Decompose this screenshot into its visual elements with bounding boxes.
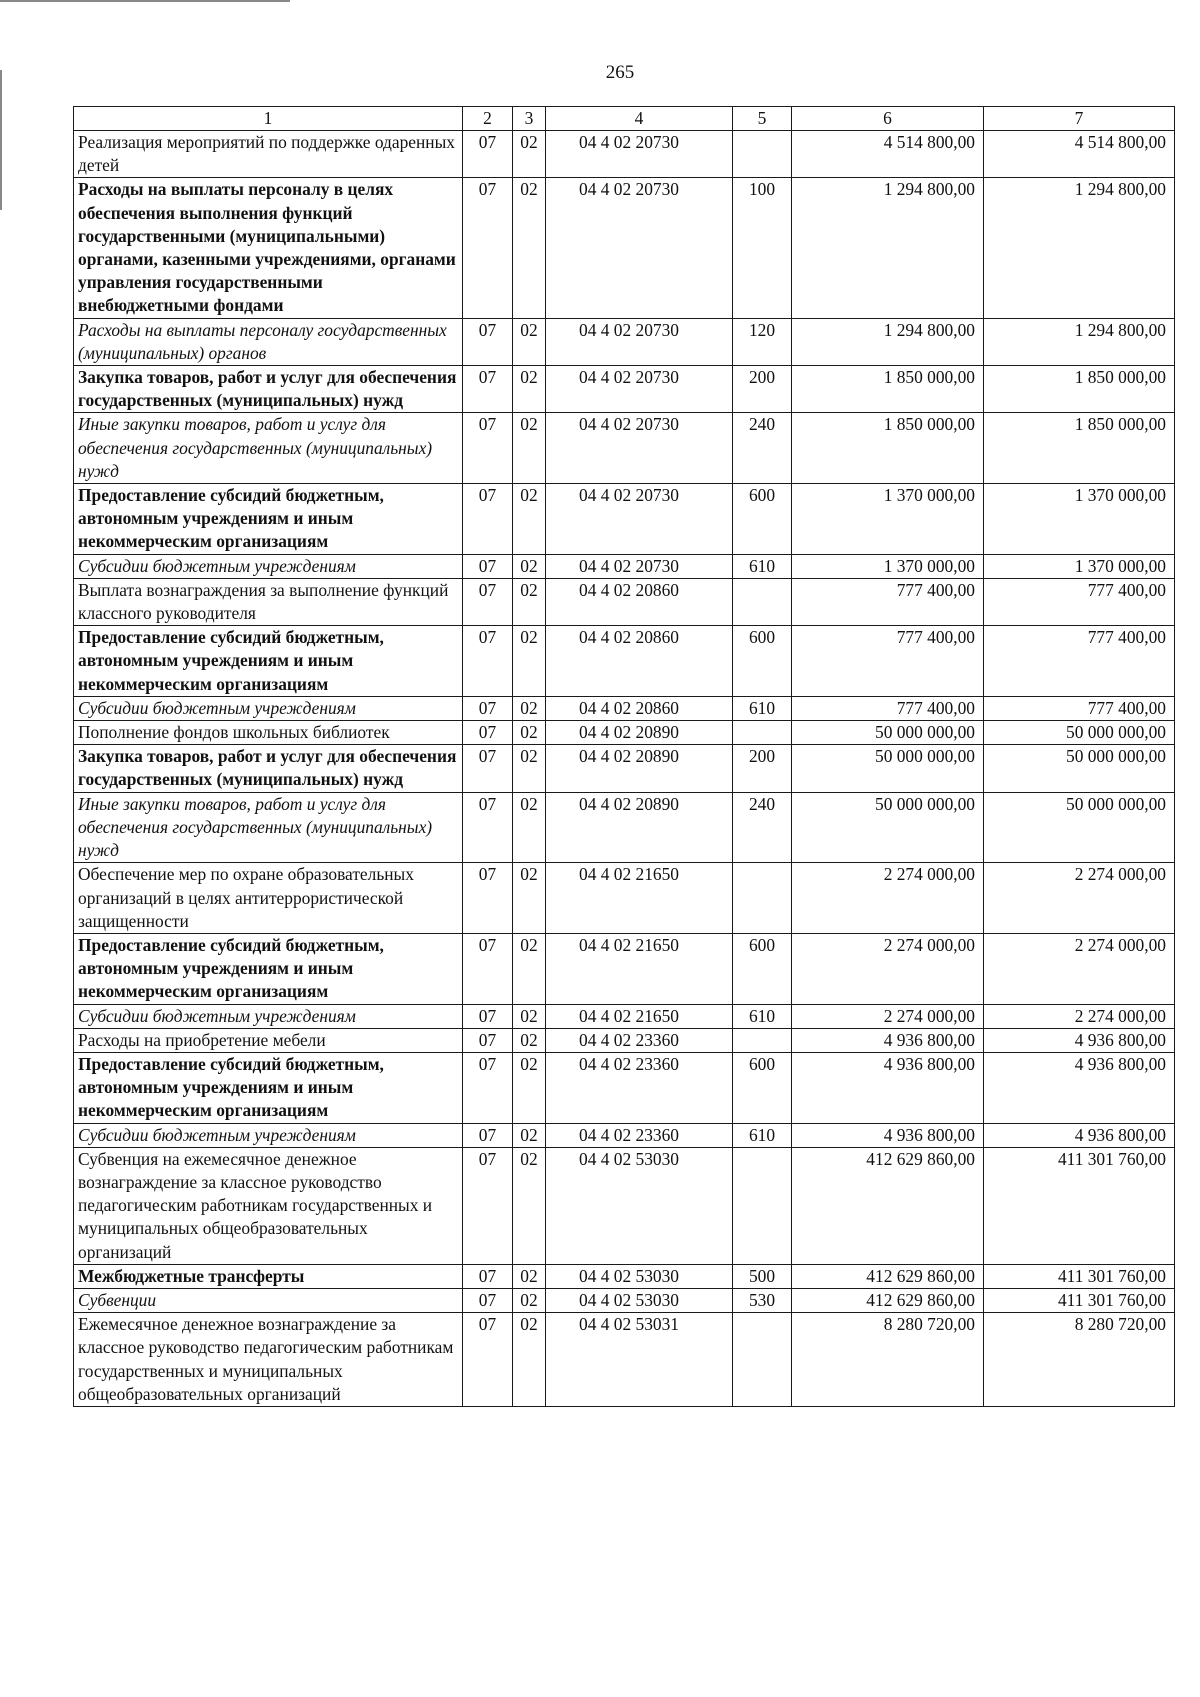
table-row [74,1147,1175,1264]
page-number: 265 [605,62,635,83]
amount-column-7: 1 294 800,00 [984,318,1175,365]
target-article-code: 04 4 02 53030 [546,1288,733,1312]
amount-column-7: 2 274 000,00 [984,933,1175,1004]
target-article-code: 04 4 02 20730 [546,366,733,413]
expense-name: Закупка товаров, работ и услуг для обеспечения государственных (муниципальных) нужд [74,366,463,413]
amount-column-6: 2 274 000,00 [792,863,984,934]
target-article-code: 04 4 02 53030 [546,1264,733,1288]
amount-column-6: 50 000 000,00 [792,745,984,792]
table-row [74,1264,1175,1288]
amount-column-7: 4 936 800,00 [984,1052,1175,1123]
target-article-code: 04 4 02 20730 [546,554,733,578]
target-article-code: 04 4 02 20860 [546,626,733,697]
section-code: 07 [463,178,513,318]
expense-type-code: 600 [733,933,792,1004]
target-article-code: 04 4 02 20860 [546,696,733,720]
subsection-code: 02 [513,626,546,697]
amount-column-6: 2 274 000,00 [792,933,984,1004]
section-code: 07 [463,1313,513,1407]
target-article-code: 04 4 02 20730 [546,318,733,365]
table-row [74,484,1175,555]
expense-type-code [733,1147,792,1264]
expense-name: Субсидии бюджетным учреждениям [74,1123,463,1147]
column-header: 3 [513,107,546,131]
table-row [74,178,1175,318]
amount-column-7: 50 000 000,00 [984,721,1175,745]
target-article-code: 04 4 02 23360 [546,1028,733,1052]
amount-column-6: 4 936 800,00 [792,1052,984,1123]
section-code: 07 [463,1028,513,1052]
amount-column-7: 777 400,00 [984,626,1175,697]
amount-column-7: 777 400,00 [984,578,1175,625]
amount-column-7: 1 370 000,00 [984,484,1175,555]
section-code: 07 [463,1123,513,1147]
expense-name: Выплата вознаграждения за выполнение функций классного руководителя [74,578,463,625]
table-row [74,626,1175,697]
subsection-code: 02 [513,1313,546,1407]
amount-column-6: 8 280 720,00 [792,1313,984,1407]
subsection-code: 02 [513,1028,546,1052]
amount-column-6: 1 370 000,00 [792,484,984,555]
section-code: 07 [463,1288,513,1312]
subsection-code: 02 [513,578,546,625]
section-code: 07 [463,696,513,720]
target-article-code: 04 4 02 20890 [546,721,733,745]
amount-column-7: 411 301 760,00 [984,1288,1175,1312]
amount-column-7: 50 000 000,00 [984,745,1175,792]
amount-column-7: 2 274 000,00 [984,863,1175,934]
expense-name: Межбюджетные трансферты [74,1264,463,1288]
subsection-code: 02 [513,484,546,555]
column-header: 4 [546,107,733,131]
expense-name: Расходы на выплаты персоналу в целях обеспечения выполнения функций государственными (муниципальными) органами, казенными учреждениями, органами управления государственными внебюджетными фондами [74,178,463,318]
subsection-code: 02 [513,933,546,1004]
target-article-code: 04 4 02 20730 [546,131,733,178]
expense-type-code: 240 [733,413,792,484]
section-code: 07 [463,1264,513,1288]
section-code: 07 [463,626,513,697]
expense-type-code: 240 [733,792,792,863]
column-header: 2 [463,107,513,131]
scan-edge-mark [0,70,2,210]
amount-column-6: 50 000 000,00 [792,792,984,863]
section-code: 07 [463,554,513,578]
subsection-code: 02 [513,178,546,318]
subsection-code: 02 [513,721,546,745]
amount-column-6: 777 400,00 [792,626,984,697]
column-header: 5 [733,107,792,131]
expense-type-code: 610 [733,554,792,578]
section-code: 07 [463,131,513,178]
amount-column-6: 777 400,00 [792,696,984,720]
scan-edge-mark [0,0,290,2]
subsection-code: 02 [513,1264,546,1288]
column-header: 6 [792,107,984,131]
table-row [74,366,1175,413]
amount-column-6: 777 400,00 [792,578,984,625]
section-code: 07 [463,1147,513,1264]
table-row [74,318,1175,365]
target-article-code: 04 4 02 53031 [546,1313,733,1407]
subsection-code: 02 [513,366,546,413]
table-row [74,554,1175,578]
target-article-code: 04 4 02 23360 [546,1052,733,1123]
expense-name: Предоставление субсидий бюджетным, автономным учреждениям и иным некоммерческим организациям [74,626,463,697]
expense-name: Предоставление субсидий бюджетным, автономным учреждениям и иным некоммерческим организациям [74,933,463,1004]
expense-type-code [733,578,792,625]
expense-name: Иные закупки товаров, работ и услуг для обеспечения государственных (муниципальных) нужд [74,413,463,484]
section-code: 07 [463,1004,513,1028]
amount-column-7: 1 850 000,00 [984,413,1175,484]
expense-name: Расходы на выплаты персоналу государственных (муниципальных) органов [74,318,463,365]
table-row [74,413,1175,484]
target-article-code: 04 4 02 20860 [546,578,733,625]
amount-column-6: 4 936 800,00 [792,1028,984,1052]
expense-type-code [733,1313,792,1407]
subsection-code: 02 [513,1123,546,1147]
expense-name: Реализация мероприятий по поддержке одаренных детей [74,131,463,178]
table-row [74,1052,1175,1123]
expense-name: Иные закупки товаров, работ и услуг для обеспечения государственных (муниципальных) нужд [74,792,463,863]
section-code: 07 [463,413,513,484]
expense-type-code: 500 [733,1264,792,1288]
subsection-code: 02 [513,413,546,484]
subsection-code: 02 [513,554,546,578]
expense-name: Обеспечение мер по охране образовательных организаций в целях антитеррористической защищенности [74,863,463,934]
table-row [74,863,1175,934]
subsection-code: 02 [513,792,546,863]
amount-column-6: 412 629 860,00 [792,1264,984,1288]
expense-type-code [733,1028,792,1052]
amount-column-6: 4 514 800,00 [792,131,984,178]
expense-type-code [733,131,792,178]
subsection-code: 02 [513,863,546,934]
expense-type-code: 610 [733,696,792,720]
amount-column-6: 4 936 800,00 [792,1123,984,1147]
subsection-code: 02 [513,131,546,178]
expense-type-code: 530 [733,1288,792,1312]
section-code: 07 [463,933,513,1004]
expense-name: Субсидии бюджетным учреждениям [74,696,463,720]
expense-type-code: 100 [733,178,792,318]
section-code: 07 [463,318,513,365]
target-article-code: 04 4 02 20730 [546,484,733,555]
expense-name: Ежемесячное денежное вознаграждение за классное руководство педагогическим работникам государственных и муниципальных общеобразовательных организаций [74,1313,463,1407]
target-article-code: 04 4 02 20730 [546,413,733,484]
subsection-code: 02 [513,745,546,792]
amount-column-7: 411 301 760,00 [984,1264,1175,1288]
amount-column-6: 1 850 000,00 [792,366,984,413]
amount-column-6: 1 294 800,00 [792,178,984,318]
section-code: 07 [463,745,513,792]
amount-column-7: 411 301 760,00 [984,1147,1175,1264]
section-code: 07 [463,863,513,934]
table-row [74,1123,1175,1147]
expense-name: Субсидии бюджетным учреждениям [74,554,463,578]
column-header: 1 [74,107,463,131]
table-row [74,1288,1175,1312]
amount-column-6: 412 629 860,00 [792,1147,984,1264]
section-code: 07 [463,792,513,863]
expense-name: Предоставление субсидий бюджетным, автономным учреждениям и иным некоммерческим организациям [74,1052,463,1123]
table-row [74,1004,1175,1028]
section-code: 07 [463,366,513,413]
target-article-code: 04 4 02 23360 [546,1123,733,1147]
target-article-code: 04 4 02 20890 [546,792,733,863]
amount-column-6: 1 850 000,00 [792,413,984,484]
expense-type-code: 600 [733,1052,792,1123]
amount-column-6: 2 274 000,00 [792,1004,984,1028]
table-row [74,131,1175,178]
amount-column-7: 4 936 800,00 [984,1123,1175,1147]
expense-type-code [733,863,792,934]
section-code: 07 [463,1052,513,1123]
subsection-code: 02 [513,696,546,720]
subsection-code: 02 [513,318,546,365]
section-code: 07 [463,484,513,555]
section-code: 07 [463,721,513,745]
amount-column-7: 4 936 800,00 [984,1028,1175,1052]
amount-column-7: 8 280 720,00 [984,1313,1175,1407]
table-row [74,696,1175,720]
subsection-code: 02 [513,1052,546,1123]
target-article-code: 04 4 02 20730 [546,178,733,318]
table-body [74,131,1175,1407]
table-row [74,745,1175,792]
expense-name: Субвенция на ежемесячное денежное вознаграждение за классное руководство педагогическим работникам государственных и муниципальных общеобразовательных организаций [74,1147,463,1264]
expense-type-code: 200 [733,745,792,792]
amount-column-6: 1 370 000,00 [792,554,984,578]
amount-column-7: 2 274 000,00 [984,1004,1175,1028]
expense-type-code: 610 [733,1123,792,1147]
amount-column-7: 777 400,00 [984,696,1175,720]
table-row [74,792,1175,863]
target-article-code: 04 4 02 21650 [546,863,733,934]
expense-name: Субсидии бюджетным учреждениям [74,1004,463,1028]
expense-name: Пополнение фондов школьных библиотек [74,721,463,745]
amount-column-7: 1 294 800,00 [984,178,1175,318]
expense-type-code: 600 [733,626,792,697]
amount-column-6: 50 000 000,00 [792,721,984,745]
target-article-code: 04 4 02 21650 [546,1004,733,1028]
expense-type-code [733,721,792,745]
expense-name: Расходы на приобретение мебели [74,1028,463,1052]
table-row [74,1313,1175,1407]
expense-type-code: 600 [733,484,792,555]
amount-column-6: 412 629 860,00 [792,1288,984,1312]
column-number-row [74,107,1175,131]
column-header: 7 [984,107,1175,131]
amount-column-7: 1 370 000,00 [984,554,1175,578]
expense-type-code: 610 [733,1004,792,1028]
section-code: 07 [463,578,513,625]
expense-type-code: 200 [733,366,792,413]
expense-name: Предоставление субсидий бюджетным, автономным учреждениям и иным некоммерческим организациям [74,484,463,555]
expense-name: Субвенции [74,1288,463,1312]
subsection-code: 02 [513,1004,546,1028]
table-row [74,933,1175,1004]
target-article-code: 04 4 02 21650 [546,933,733,1004]
expense-name: Закупка товаров, работ и услуг для обеспечения государственных (муниципальных) нужд [74,745,463,792]
subsection-code: 02 [513,1147,546,1264]
expense-type-code: 120 [733,318,792,365]
amount-column-7: 4 514 800,00 [984,131,1175,178]
target-article-code: 04 4 02 53030 [546,1147,733,1264]
table-row [74,578,1175,625]
subsection-code: 02 [513,1288,546,1312]
target-article-code: 04 4 02 20890 [546,745,733,792]
amount-column-7: 50 000 000,00 [984,792,1175,863]
table-row [74,721,1175,745]
budget-table [73,106,1175,1407]
amount-column-6: 1 294 800,00 [792,318,984,365]
amount-column-7: 1 850 000,00 [984,366,1175,413]
table-row [74,1028,1175,1052]
